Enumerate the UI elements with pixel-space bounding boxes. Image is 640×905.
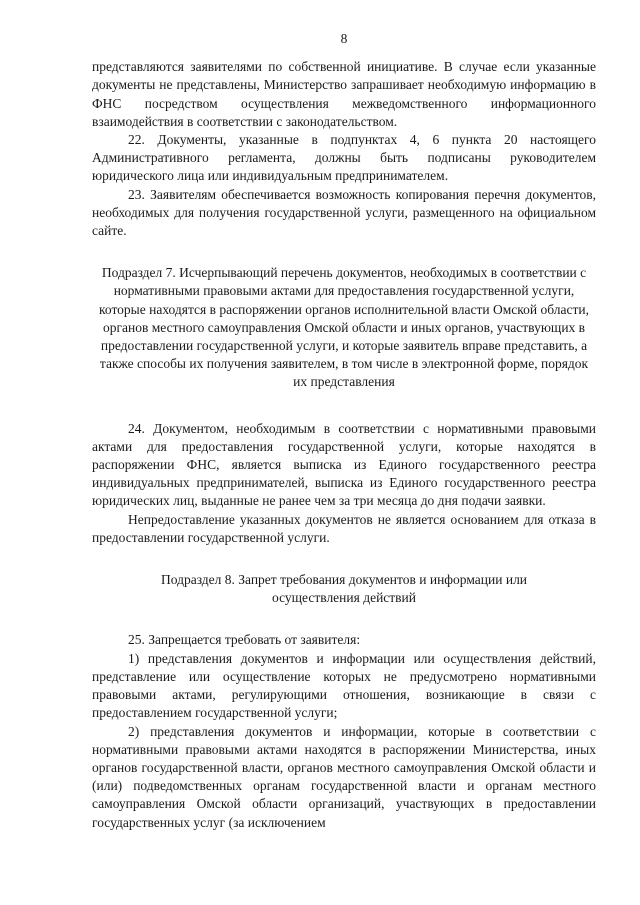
paragraph-24: 24. Документом, необходимым в соответствии с нормативными правовыми актами для предоставления государственной услуги, которые находятся в распоряжении ФНС, является выписка из Единого государственного реестра индивидуальных предпринимателей, выписка из Единого государственного реестра юридических лиц, выданные не ранее чем за три месяца до дня подачи заявки. [92,420,596,509]
paragraph-24-continuation: Непредоставление указанных документов не является основанием для отказа в предоставлении государственной услуги. [92,511,596,545]
subsection-7-heading: Подраздел 7. Исчерпывающий перечень документов, необходимых в соответствии с нормативными правовыми актами для предоставления государственной услуги, которые находятся в распоряжении органов исполнительной власти Омской области, органов местного самоуправления Омской области и иных органов, участвующих в предоставлении государственной услуги, и которые заявитель вправе представить, а также способы их получения заявителем, в том числе в электронной форме, порядок их представления [99,265,589,390]
document-page [92,30,596,832]
spacer [92,607,596,631]
page-number: 8 [340,31,348,46]
paragraph-22: 22. Документы, указанные в подпунктах 4, 6 пункта 20 настоящего Административного регламента, должны быть подписаны руководителем юридического лица или индивидуальным предпринимателем. [92,132,596,184]
paragraph-25: 25. Запрещается требовать от заявителя: [128,632,361,648]
paragraph-25-item-2: 2) представления документов и информации, которые в соответствии с нормативными правовыми актами находятся в распоряжении Министерства, иных органов государственной власти, органов местного самоуправления Омской области и (или) подведомственных органам государственной власти и органам местного самоуправления Омской области организаций, участвующих в предоставлении государственных услуг (за исключением [92,723,596,830]
spacer [92,392,596,420]
spacer [92,240,596,264]
subsection-8-heading: Подраздел 8. Запрет требования документов и информации или осуществления действий [160,572,528,606]
paragraph-25-item-1: 1) представления документов и информации или осуществления действий, представление или осуществление которых не предусмотрено нормативными правовыми актами, регулирующими отношения, возникающие в связи с предоставлением государственной услуги; [92,650,596,721]
paragraph-23: 23. Заявителям обеспечивается возможность копирования перечня документов, необходимых для получения государственной услуги, размещенного на официальном сайте. [92,186,596,239]
paragraph-continuation: представляются заявителями по собственной инициативе. В случае если указанные документы не представлены, Министерство запрашивает необходимую информацию в ФНС посредством осуществления межведомственного информационного взаимодействия в соответствии с законодательством. [92,59,596,129]
spacer [92,547,596,571]
